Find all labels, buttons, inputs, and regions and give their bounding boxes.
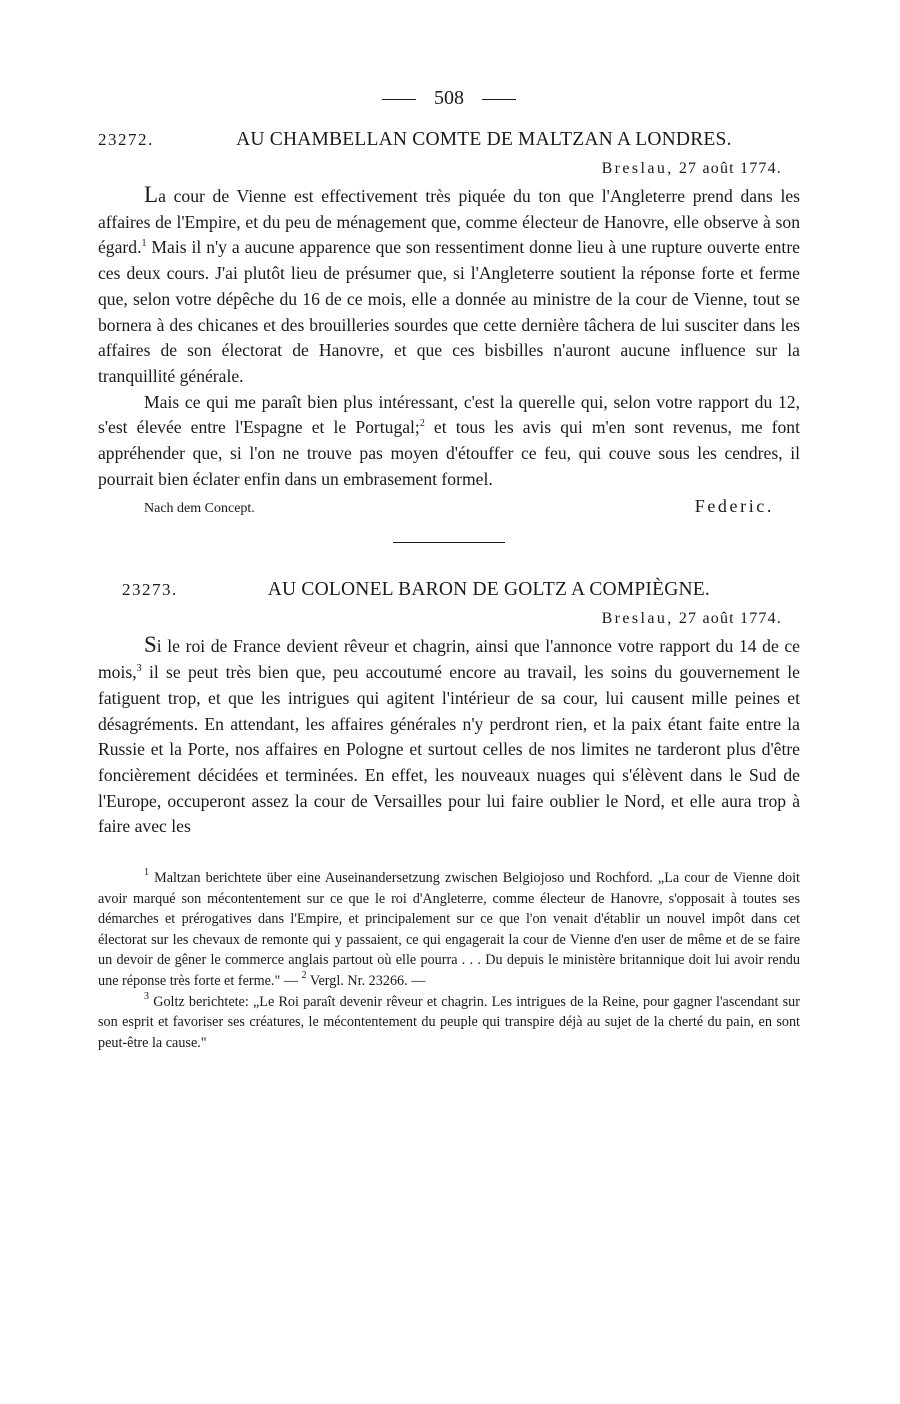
letter-date: 27 août 1774.: [678, 610, 782, 628]
letter-title: AU COLONEL BARON DE GOLTZ A COMPIÈGNE.: [267, 579, 710, 601]
source-note: Nach dem Concept.: [144, 501, 255, 517]
section-divider: [393, 542, 505, 543]
page-header: [98, 84, 800, 112]
letter-number: 23272.: [98, 130, 154, 149]
footnote-mark: 3: [144, 990, 149, 1002]
page-number: 508: [434, 87, 464, 109]
letter-heading: [98, 576, 800, 604]
signature: Federic.: [694, 496, 774, 517]
footnote-reference: 1: [141, 238, 147, 250]
paragraph-text: i le roi de France devient rêveur et chagrin, ainsi que l'annonce votre rapport du 14 de ce mois,: [98, 636, 800, 683]
letter-heading: [98, 126, 800, 154]
footnote-1: [98, 868, 800, 992]
footnotes: [98, 868, 800, 1053]
letter-number: 23273.: [122, 580, 178, 600]
footnote-mark: 1: [144, 867, 149, 879]
letter-place: Breslau,: [601, 610, 674, 628]
footnote-text: Maltzan berichtete über eine Auseinandersetzung zwischen Belgiojoso und Rochford. „La cour de Vienne doit avoir marqué son mécontentement sur ce que le roi d'Angleterre, comme électeur de Hanovre, s'opposait à toutes ses démarches et prérogatives dans l'Empire, et principalement sur ce que l'on venait d'établir un nouvel impôt dans cet électorat sur les chevaux de remonte qui y passaient, ce qui engagerait la cour de Vienne d'en user de même et de se faire un devoir de gêner le commerce anglais partout où elle pourra . . . Du depuis le ministère britannique doit lui avoir rendu une réponse très forte et ferme." —: [98, 870, 800, 990]
footnote-reference: 3: [136, 663, 142, 675]
letter-place: Breslau,: [601, 160, 674, 177]
letter-paragraph: [98, 632, 800, 840]
letter-title: AU CHAMBELLAN COMTE DE MALTZAN A LONDRES.: [236, 129, 732, 150]
letter-23272: [98, 126, 800, 524]
footnote-reference: 2: [419, 418, 425, 430]
footnote-3: [98, 992, 800, 1054]
footnote-text: Vergl. Nr. 23266. —: [306, 973, 426, 990]
paragraph-text: Mais ce qui me paraît bien plus intéressant, c'est la querelle qui, selon votre rapport du 12, s'est élevée entre l'Espagne et le Portugal;: [98, 391, 800, 438]
initial-letter: L: [144, 182, 159, 207]
letter-dateline: [98, 156, 782, 182]
paragraph-text: a cour de Vienne est effectivement très piquée du ton que l'Angleterre prend dans les affaires de l'Empire, et du peu de ménagement que, comme électeur de Hanovre, elle observe à son égard.: [98, 186, 800, 258]
header-dash-right: [482, 99, 516, 100]
paragraph-text: Mais il n'y a aucune apparence que son ressentiment donne lieu à une rupture ouverte entre ces deux cours. J'ai plutôt lieu de présumer que, si l'Angleterre soutient la réponse forte et ferme que, selon votre dépêche du 16 de ce mois, elle a donnée au ministre de la cour de Vienne, tout se bornera à des chicanes et des brouilleries sourdes que cette dernière tâchera de lui susciter dans les affaires de son électorat de Hanovre, et que ces bisbilles n'auront aucune influence sur la tranquillité générale.: [98, 237, 800, 386]
letter-date: 27 août 1774.: [678, 160, 782, 177]
letter-dateline: [98, 606, 782, 632]
paragraph-text: il se peut très bien que, peu accoutumé encore au travail, les soins du gouvernement le fatiguent trop, et que les intrigues qui agitent l'intérieur de sa cour, lui causent mille peines et désagréments. En attendant, les affaires générales n'y perdront rien, et la paix étant faite entre la Russie et la Porte, nos affaires en Pologne et surtout celles de nos limites ne tarderont plus d'être foncièrement décidées et terminées. En effet, les nouveaux nuages qui s'élèvent dans le Sud de l'Europe, occuperont assez la cour de Versailles pour lui faire oublier le Nord, et elle aura trop à faire avec les: [98, 662, 800, 837]
document-page: [98, 84, 800, 1053]
letter-23273: [98, 576, 800, 840]
letter-closing: [98, 496, 800, 524]
letter-paragraph: [98, 390, 800, 493]
paragraph-text: et tous les avis qui m'en sont revenus, me font appréhender que, si l'on ne trouve pas moyen d'étouffer ce feu, qui couve sous les cendres, il pourrait bien éclater enfin dans un embrasement formel.: [98, 417, 800, 489]
footnote-mark: 2: [301, 970, 307, 982]
footnote-text: Goltz berichtete: „Le Roi paraît devenir rêveur et chagrin. Les intrigues de la Reine, pour gagner l'ascendant sur son esprit et favoriser ses créatures, le mécontentement du peuple qui transpire déjà au sujet de la cherté du pain, en sont peut-être la cause.": [98, 993, 800, 1051]
initial-letter: S: [144, 632, 157, 658]
header-dash-left: [382, 99, 416, 100]
letter-paragraph: [98, 182, 800, 390]
